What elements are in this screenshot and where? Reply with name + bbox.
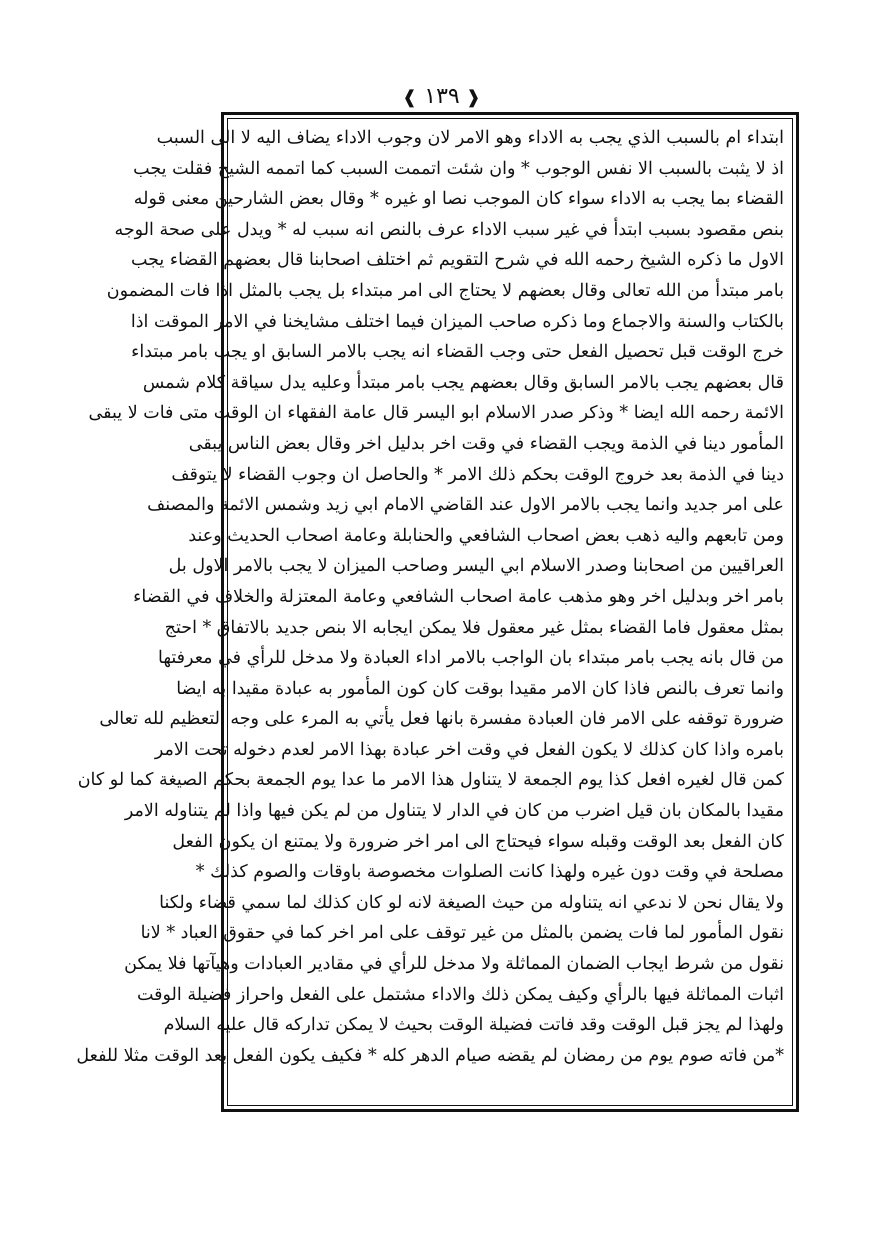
text-line: بامره واذا كان كذلك لا يكون الفعل في وقت اخر عبادة بهذا الامر لعدم دخوله تحت الامر (154, 739, 784, 760)
text-line: نقول المأمور لما فات يضمن بالمثل من غير توقف على امر اخر كما في حقوق العباد * لانا (140, 923, 784, 944)
text-line: نقول من شرط ايجاب الضمان المماثلة ولا مدخل للرأي في مقادير العبادات وهيآتها فلا يمكن (124, 954, 784, 975)
text-line: كمن قال لغيره افعل كذا يوم الجمعة لا يتناول هذا الامر ما عدا يوم الجمعة بحكم الصيغة كما لو كان (77, 770, 784, 791)
text-line: خرج الوقت قبل تحصيل الفعل حتى وجب القضاء انه يجب بالامر السابق او يجب بامر مبتداء (131, 342, 784, 363)
page-number (0, 84, 884, 109)
text-line: ولهذا لم يجز قبل الوقت وقد فاتت فضيلة الوقت بحيث لا يمكن تداركه قال عليه السلام (163, 1015, 784, 1036)
text-line: دينا في الذمة بعد خروج الوقت بحكم ذلك الامر * والحاصل ان وجوب القضاء لا يتوقف (171, 464, 784, 485)
text-line: بنص مقصود بسبب ابتدأ في غير سبب الاداء عرف بالنص انه سبب له * ويدل على صحة الوجه (114, 219, 784, 240)
text-line: القضاء بما يجب به الاداء سواء كان الموجب نصا او غيره * وقال بعض الشارحين معنى قوله (133, 189, 784, 210)
text-line: الائمة رحمه الله ايضا * وذكر صدر الاسلام ابو اليسر قال عامة الفقهاء ان الوقت متى فات لا يبقى (88, 403, 784, 424)
text-line: ولا يقال نحن لا ندعي انه يتناوله من حيث الصيغة لانه لو كان كذلك لما سمي قضاء ولكنا (159, 892, 784, 913)
page-number-text: ١٣٩ (424, 84, 460, 109)
text-line: على امر جديد وانما يجب بالامر الاول عند القاضي الامام ابي زيد وشمس الائمة والمصنف (147, 495, 784, 516)
text-line: قال بعضهم يجب بالامر السابق وقال بعضهم يجب بامر مبتدأ وعليه يدل سياقة كلام شمس (142, 372, 784, 393)
text-line: ابتداء ام بالسبب الذي يجب به الاداء وهو الامر لان وجوب الاداء يضاف اليه لا الى السبب (156, 128, 784, 148)
text-line: ومن تابعهم واليه ذهب بعض اصحاب الشافعي والحنابلة وعامة اصحاب الحديث وعند (188, 525, 784, 546)
text-line: اذ لا يثبت بالسبب الا نفس الوجوب * وان شئت اتممت السبب كما اتممه الشيخ فقلت يجب (133, 158, 784, 179)
text-line: الاول ما ذكره الشيخ رحمه الله في شرح التقويم ثم اختلف اصحابنا قال بعضهم القضاء يجب (130, 250, 784, 271)
text-line: العراقيين من اصحابنا وصدر الاسلام ابي اليسر وصاحب الميزان لا يجب بالامر الاول بل (168, 556, 784, 577)
text-line: اثبات المماثلة فيها بالرأي وكيف يمكن ذلك والاداء مشتمل على الفعل واحراز فضيلة الوقت (136, 984, 784, 1005)
text-line: بمثل معقول فاما القضاء بمثل غير معقول فلا يمكن ايجابه الا بنص جديد بالاتفاق * احتج (164, 617, 784, 638)
ornament-left-icon: ❰ (402, 86, 419, 108)
text-line: مقيدا بالمكان بان قيل اضرب من كان في الدار لا يتناول من لم يكن فيها واذا لم يتناوله الامر (124, 801, 784, 822)
text-line: بالكتاب والسنة والاجماع وما ذكره صاحب الميزان فيما اختلف مشايخنا في الامر الموقت اذا (130, 311, 784, 332)
body-text (76, 121, 790, 1103)
text-line: ضرورة توقفه على الامر فان العبادة مفسرة بانها فعل يأتي به المرء على وجه التعظيم لله تعالى (99, 709, 784, 730)
text-line: المأمور دينا في الذمة ويجب القضاء في وقت اخر بدليل اخر وقال بعض الناس يبقى (188, 433, 784, 454)
text-line: وانما تعرف بالنص فاذا كان الامر مقيدا بوقت كان كون المأمور به عبادة مقيدا به ايضا (176, 678, 784, 699)
text-line: مصلحة في وقت دون غيره ولهذا كانت الصلوات مخصوصة باوقات والصوم كذلك * (195, 862, 784, 883)
ornament-right-icon: ❱ (465, 86, 482, 108)
text-line: بامر مبتدأ من الله تعالى وقال بعضهم لا يحتاج الى امر مبتداء بل يجب بالمثل اذا فات المضمون (106, 280, 784, 301)
text-line: بامر اخر وبدليل اخر وهو مذهب عامة اصحاب الشافعي وعامة المعتزلة والخلاف في القضاء (133, 586, 784, 607)
text-line: *من فاته صوم يوم من رمضان لم يقضه صيام الدهر كله * فكيف يكون الفعل بعد الوقت مثلا للفعل (76, 1045, 784, 1066)
text-line: كان الفعل بعد الوقت وقبله سواء فيحتاج الى امر اخر ضرورة ولا يمتنع ان يكون الفعل (172, 831, 784, 852)
text-line: من قال بانه يجب بامر مبتداء بان الواجب بالامر اداء العبادة ولا مدخل للرأي في معرفتها (158, 648, 784, 669)
